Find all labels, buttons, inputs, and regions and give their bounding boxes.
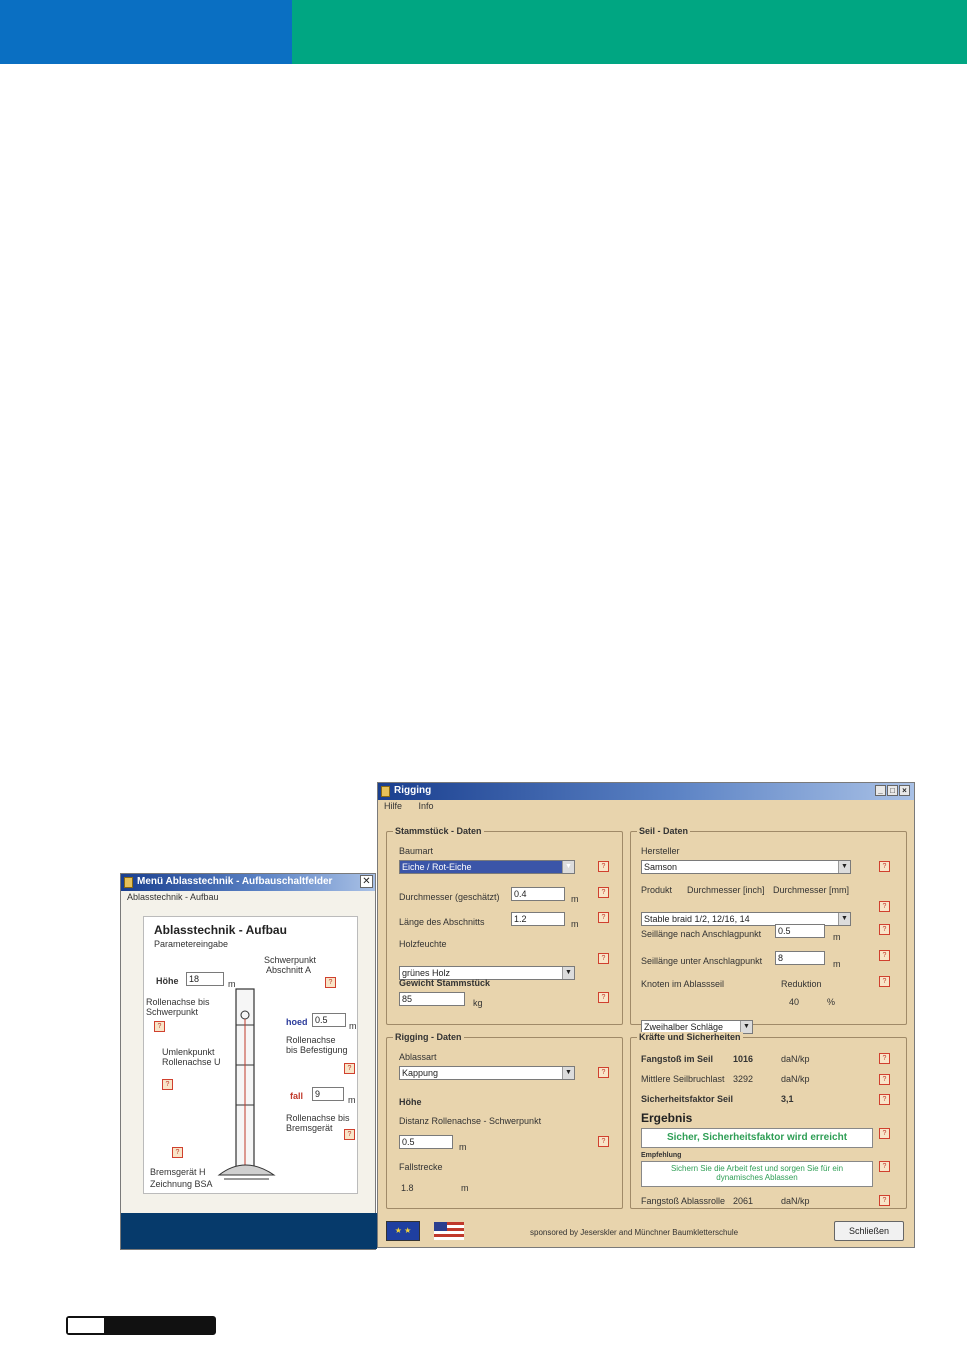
close-icon[interactable]: ✕ — [360, 875, 373, 888]
ergebnis-box: Sicher, Sicherheitsfaktor wird erreicht — [641, 1128, 873, 1148]
fangstoss-label: Fangstoß im Seil — [641, 1054, 714, 1064]
help-icon-bremsgeraet[interactable]: ? — [344, 1129, 355, 1140]
seillaenge-nach-label: Seillänge nach Anschlagpunkt — [641, 929, 762, 939]
rollenachse-schwerpunkt-label-2: Schwerpunkt — [146, 1007, 199, 1017]
small-window-title: Menü Ablasstechnik - Aufbauschaltfelder — [137, 876, 333, 887]
distanz-label: Distanz Rollenachse - Schwerpunkt — [399, 1116, 542, 1126]
empfehlung-line-2: dynamisches Ablassen — [716, 1173, 798, 1182]
chevron-down-icon: ▼ — [562, 967, 574, 979]
help-icon-durchmesser[interactable]: ? — [598, 887, 609, 898]
page-footer-pill-white — [68, 1318, 104, 1333]
hoehe-input[interactable]: 18 — [186, 972, 224, 986]
menu-hilfe[interactable]: Hilfe — [384, 801, 403, 811]
menu-ablasstechnik[interactable]: Ablasstechnik - Aufbau — [127, 892, 219, 902]
app-icon — [381, 786, 390, 797]
fallstrecke-label: Fallstrecke — [399, 1162, 443, 1172]
seillaenge-nach-input[interactable]: 0.5 — [775, 924, 825, 938]
baumart-select[interactable] — [399, 860, 575, 874]
help-icon-ablassart[interactable]: ? — [598, 1067, 609, 1078]
baumart-label: Baumart — [399, 846, 434, 856]
fangstoss-value: 1016 — [733, 1054, 754, 1064]
page-footer-pill — [66, 1316, 216, 1335]
rollenachse-schwerpunkt-label-1: Rollenachse bis — [146, 997, 210, 1007]
gewicht-unit: kg — [473, 998, 483, 1008]
rigging-titlebar — [378, 783, 914, 800]
hoed-unit: m — [349, 1021, 357, 1031]
help-icon-mittlere[interactable]: ? — [879, 1074, 890, 1085]
stammstueck-group — [386, 826, 623, 1025]
sicherheit-value: 3,1 — [781, 1094, 794, 1104]
sponsor-text: sponsored by Jeserskler and Münchner Baumkletterschule — [530, 1228, 739, 1237]
help-icon-ergebnis[interactable]: ? — [879, 1128, 890, 1139]
zeichnung-label: Zeichnung BSA — [150, 1179, 213, 1189]
rigging-footer — [378, 1217, 914, 1247]
abschnitt-label: Abschnitt A — [266, 965, 312, 975]
reduktion-unit: % — [827, 997, 836, 1007]
help-icon-hersteller[interactable]: ? — [879, 861, 890, 872]
laenge-unit: m — [571, 919, 579, 929]
help-icon-empfehlung[interactable]: ? — [879, 1161, 890, 1172]
help-icon-distanz[interactable]: ? — [598, 1136, 609, 1147]
produkt-value: Stable braid 1/2, 12/16, 14 — [644, 914, 750, 924]
seillaenge-unter-label: Seillänge unter Anschlagpunkt — [641, 956, 763, 966]
fangstoss-unit: daN/kp — [781, 1054, 810, 1064]
holzfeuchte-label: Holzfeuchte — [399, 939, 447, 949]
empfehlung-box — [641, 1161, 873, 1187]
umlenkpunkt-label: Umlenkpunkt — [162, 1047, 215, 1057]
rigging-group — [386, 1032, 623, 1209]
help-icon-knoten[interactable]: ? — [879, 976, 890, 987]
small-window-menubar — [121, 891, 375, 904]
minimize-icon[interactable]: _ — [875, 785, 886, 796]
ablasstechnik-window — [120, 873, 376, 1250]
ergebnis-label: Ergebnis — [641, 1111, 693, 1125]
help-icon-fangstoss-ablass[interactable]: ? — [879, 1195, 890, 1206]
seillaenge-unter-input[interactable]: 8 — [775, 951, 825, 965]
laenge-label: Länge des Abschnitts — [399, 917, 485, 927]
baumart-value: Eiche / Rot-Eiche — [402, 862, 472, 872]
durchmesser-label: Durchmesser (geschätzt) — [399, 892, 500, 902]
distanz-input[interactable]: 0.5 — [399, 1135, 453, 1149]
rollenachse-befestigung-label-1: Rollenachse — [286, 1035, 336, 1045]
hersteller-value: Samson — [644, 862, 678, 872]
fall-unit: m — [348, 1095, 356, 1105]
ablassart-value: Kappung — [402, 1068, 439, 1078]
hersteller-label: Hersteller — [641, 846, 680, 856]
hoehe-heading: Höhe — [399, 1097, 422, 1107]
reduktion-value: 40 — [789, 997, 800, 1007]
app-icon — [124, 877, 133, 888]
help-icon-baumart[interactable]: ? — [598, 861, 609, 872]
fall-label: fall — [290, 1091, 304, 1101]
durchmesser-inch-label: Durchmesser [inch] — [687, 885, 765, 895]
seillaenge-unter-unit: m — [833, 959, 841, 969]
produkt-label: Produkt — [641, 885, 673, 895]
hoehe-label: Höhe — [156, 976, 179, 986]
seillaenge-nach-unit: m — [833, 932, 841, 942]
rigging-title: Rigging — [394, 785, 432, 796]
mittlere-value: 3292 — [733, 1074, 754, 1084]
help-icon-sicherheit[interactable]: ? — [879, 1094, 890, 1105]
bremsgeraet-label: Bremsgerät H — [150, 1167, 206, 1177]
distanz-unit: m — [459, 1142, 467, 1152]
close-icon[interactable]: × — [899, 785, 910, 796]
help-icon-seillaenge-nach[interactable]: ? — [879, 924, 890, 935]
fallstrecke-unit: m — [461, 1183, 469, 1193]
stammstueck-legend: Stammstück - Daten — [395, 826, 482, 836]
laenge-input[interactable]: 1.2 — [511, 912, 565, 926]
gewicht-input[interactable]: 85 — [399, 992, 465, 1006]
schwerpunkt-label: Schwerpunkt — [264, 955, 317, 965]
help-icon-befestigung[interactable]: ? — [344, 1063, 355, 1074]
mittlere-label: Mittlere Seilbruchlast — [641, 1074, 725, 1084]
rollenachse-befestigung-label-2: bis Befestigung — [286, 1045, 348, 1055]
hoed-label: hoed — [286, 1017, 308, 1027]
help-icon-gewicht[interactable]: ? — [598, 992, 609, 1003]
holzfeuchte-value: grünes Holz — [402, 968, 451, 978]
rigging-legend: Rigging - Daten — [395, 1032, 462, 1042]
help-icon-seillaenge-unter[interactable]: ? — [879, 950, 890, 961]
schliessen-button[interactable]: Schließen — [834, 1221, 904, 1241]
rollenachse-bremsgeraet-label-2: Bremsgerät — [286, 1123, 333, 1133]
tower-diagram-panel — [143, 916, 358, 1194]
chevron-down-icon: ▼ — [562, 861, 574, 873]
help-icon-schwerpunkt[interactable]: ? — [325, 977, 336, 988]
chevron-down-icon: ▼ — [838, 913, 850, 925]
maximize-icon[interactable]: □ — [887, 785, 898, 796]
kraefte-legend: Kräfte und Sicherheiten — [639, 1032, 741, 1042]
header-bar-blue — [0, 0, 292, 64]
sicherheit-label: Sicherheitsfaktor Seil — [641, 1094, 734, 1104]
eu-flag-icon: ★ ★ — [386, 1221, 420, 1241]
help-icon-rollenachse-schwerpunkt[interactable]: ? — [154, 1021, 165, 1032]
diagram-heading: Ablasstechnik - Aufbau — [154, 923, 287, 937]
reduktion-label: Reduktion — [781, 979, 822, 989]
fangstoss-ablass-value: 2061 — [733, 1196, 754, 1206]
durchmesser-unit: m — [571, 894, 579, 904]
chevron-down-icon: ▼ — [740, 1021, 752, 1033]
seil-legend: Seil - Daten — [639, 826, 689, 836]
rollenachse-bremsgeraet-label-1: Rollenachse bis — [286, 1113, 350, 1123]
mittlere-unit: daN/kp — [781, 1074, 810, 1084]
durchmesser-mm-label: Durchmesser [mm] — [773, 885, 850, 895]
fallstrecke-value: 1.8 — [401, 1183, 414, 1193]
hoehe-unit: m — [228, 979, 236, 989]
rollenachse-u-label: Rollenachse U — [162, 1057, 221, 1067]
seil-group — [630, 826, 907, 1032]
help-icon-produkt[interactable]: ? — [879, 901, 890, 912]
rigging-window — [377, 782, 915, 1248]
chevron-down-icon: ▼ — [562, 1067, 574, 1079]
diagram-subheading: Parametereingabe — [154, 939, 229, 949]
empfehlung-label: Empfehlung — [641, 1152, 682, 1159]
kraefte-group — [630, 1032, 907, 1209]
header-bar-green — [292, 0, 967, 64]
ablassart-select[interactable] — [399, 1066, 575, 1080]
tree-tower-drawing — [214, 985, 284, 1185]
knoten-value: Zweihalber Schläge — [644, 1022, 724, 1032]
help-icon-laenge[interactable]: ? — [598, 912, 609, 923]
fangstoss-ablass-unit: daN/kp — [781, 1196, 810, 1206]
gewicht-label: Gewicht Stammstück — [399, 978, 491, 988]
help-icon-fangstoss[interactable]: ? — [879, 1053, 890, 1064]
empfehlung-line-1: Sichern Sie die Arbeit fest und sorgen Sie für ein — [670, 1164, 844, 1173]
help-icon-bremsgeraet-h[interactable]: ? — [172, 1147, 183, 1158]
knoten-label: Knoten im Ablassseil — [641, 979, 725, 989]
fangstoss-ablass-label: Fangstoß Ablassrolle — [641, 1196, 726, 1206]
hoed-input[interactable]: 0.5 — [312, 1013, 346, 1027]
small-window-titlebar — [121, 874, 375, 891]
small-window-footer — [121, 1213, 377, 1249]
help-icon-umlenkpunkt[interactable]: ? — [162, 1079, 173, 1090]
hersteller-select[interactable] — [641, 860, 851, 874]
fall-input[interactable]: 9 — [312, 1087, 344, 1101]
chevron-down-icon: ▼ — [838, 861, 850, 873]
help-icon-holzfeuchte[interactable]: ? — [598, 953, 609, 964]
ablassart-label: Ablassart — [399, 1052, 437, 1062]
flag-icon — [434, 1222, 464, 1240]
durchmesser-input[interactable]: 0.4 — [511, 887, 565, 901]
rigging-menubar — [378, 800, 914, 813]
menu-info[interactable]: Info — [418, 801, 434, 811]
